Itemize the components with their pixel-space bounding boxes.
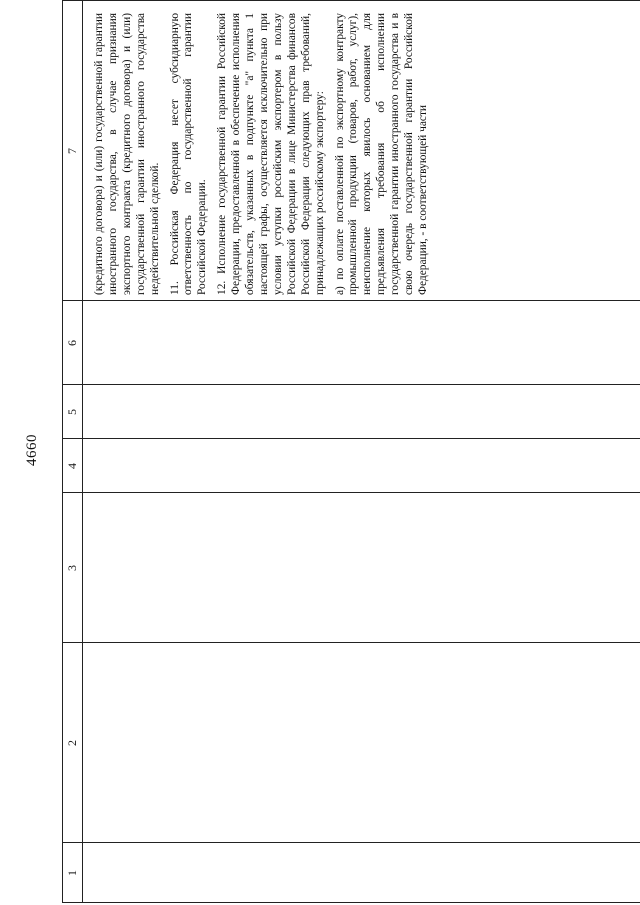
paragraph: (кредитного договора) и (или) государственной гарантии иностранного государства, в случае признания экспортного контракта (кредитного договора) и (или) государственной гарантии иностранного государства недействительной сделкой. (93, 13, 161, 295)
paragraph: 11. Российская Федерация несет субсидиарную ответственность по государственной гарантии Российской Федерации. (168, 13, 209, 295)
column-number-5: 5 (65, 409, 79, 415)
column-divider (62, 902, 640, 903)
column-divider (62, 842, 640, 843)
column-divider (62, 642, 640, 643)
column-divider (62, 438, 640, 439)
column-number-4: 4 (65, 463, 79, 469)
column-7-content (93, 13, 431, 295)
column-divider (62, 492, 640, 493)
column-number-3: 3 (65, 565, 79, 571)
column-number-1: 1 (65, 870, 79, 876)
paragraph: 12. Исполнение государственной гарантии Российской Федерации, предоставленной в обеспечение исполнения обязательств, указанных в подпункте "а" пункта 1 настоящей графы, осуществляется исключительно при условии уступки российским экспортером в пользу Российской Федерации в лице Министерства финансов Российской Федерации следующих прав требований, принадлежащих российскому экспортеру: (216, 13, 326, 295)
table-top-border (62, 1, 63, 903)
column-number-2: 2 (65, 740, 79, 746)
column-number-6: 6 (65, 340, 79, 346)
page-number: 4660 (24, 434, 40, 466)
column-divider (62, 300, 640, 301)
column-number-7: 7 (65, 148, 79, 154)
table-right-border (62, 0, 640, 1)
paragraph: а) по оплате поставленной по экспортному контракту промышленной продукции (товаров, работ, услуг), неисполнение которых явилось основанием для предъявления требования об исполнении государственной гарантии иностранного государства и в свою очередь государственной гарантии Российской Федерации, - в соответствующей части (333, 13, 429, 295)
column-divider (62, 384, 640, 385)
header-separator (82, 1, 83, 903)
